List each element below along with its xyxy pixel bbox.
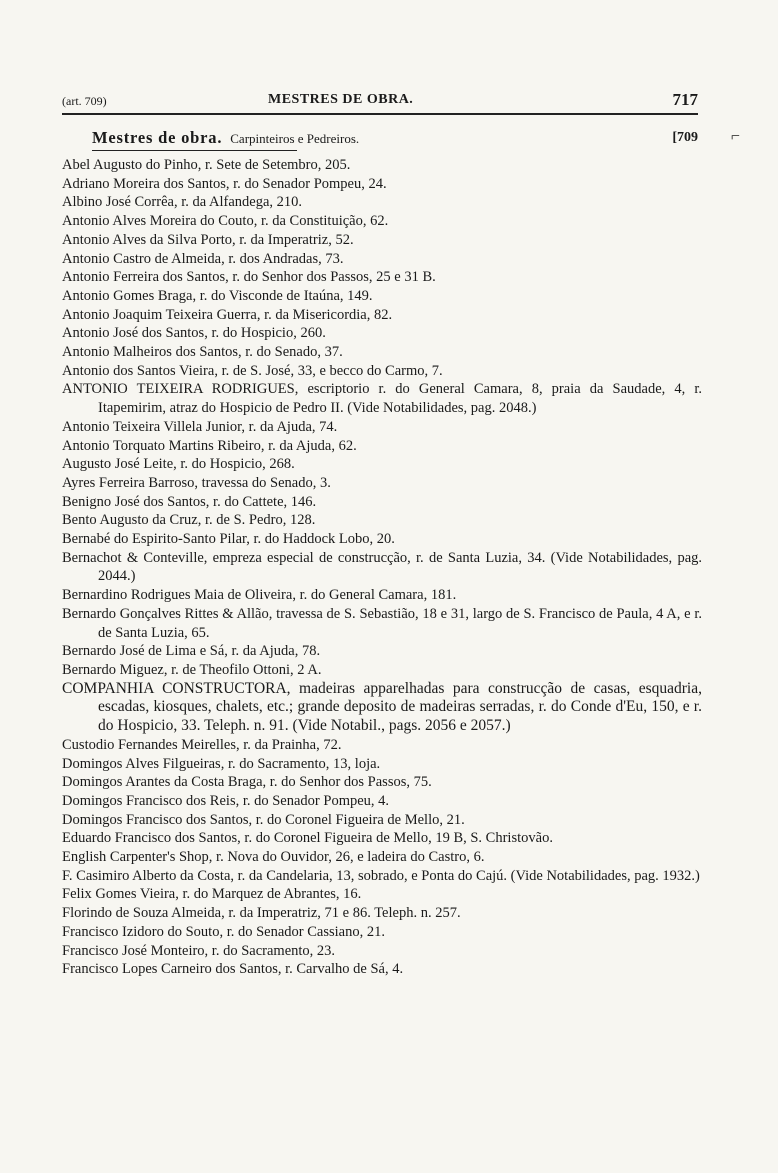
list-item: Domingos Arantes da Costa Braga, r. do Senhor dos Passos, 75.: [62, 774, 432, 791]
list-item: Eduardo Francisco dos Santos, r. do Coronel Figueira de Mello, 19 B, S. Christovão.: [62, 830, 553, 847]
list-item: Adriano Moreira dos Santos, r. do Senador Pompeu, 24.: [62, 175, 387, 192]
list-item: Abel Augusto do Pinho, r. Sete de Setembro, 205.: [62, 157, 351, 173]
list-item: English Carpenter's Shop, r. Nova do Ouvidor, 26, e ladeira do Castro, 6.: [62, 849, 485, 866]
header-article-ref: (art. 709): [62, 94, 107, 108]
header-title: MESTRES DE OBRA.: [268, 92, 414, 107]
list-item: Francisco Lopes Carneiro dos Santos, r. Carvalho de Sá, 4.: [62, 961, 404, 978]
list-item: Francisco José Monteiro, r. do Sacramento, 23.: [62, 942, 336, 959]
list-item: Bernardo José de Lima e Sá, r. da Ajuda, 78.: [62, 643, 321, 660]
margin-mark: ⌐: [731, 128, 741, 145]
list-item: Albino José Corrêa, r. da Alfandega, 210.: [62, 194, 303, 211]
list-item: Antonio Joaquim Teixeira Guerra, r. da Misericordia, 82.: [62, 306, 393, 323]
list-item: Antonio Malheiros dos Santos, r. do Senado, 37.: [62, 344, 343, 361]
list-item: Bernardo Miguez, r. de Theofilo Ottoni, 2 A.: [62, 661, 322, 678]
list-item: Bernabé do Espirito-Santo Pilar, r. do Haddock Lobo, 20.: [62, 531, 395, 548]
list-item: F. Casimiro Alberto da Costa, r. da Candelaria, 13, sobrado, e Ponta do Cajú. (Vide Notabilidades, pag. 1932.): [62, 867, 700, 884]
list-item: Antonio Castro de Almeida, r. dos Andradas, 73.: [62, 250, 344, 267]
list-item: Antonio Alves da Silva Porto, r. da Imperatriz, 52.: [62, 231, 354, 248]
header-rule: [62, 113, 698, 115]
list-item: Felix Gomes Vieira, r. do Marquez de Abrantes, 16.: [62, 886, 362, 903]
page-number: 717: [672, 90, 698, 109]
list-item: Antonio Alves Moreira do Couto, r. da Constituição, 62.: [62, 213, 389, 230]
running-head: [62, 90, 698, 112]
list-item: Domingos Alves Filgueiras, r. do Sacramento, 13, loja.: [62, 755, 381, 772]
list-item: Francisco Izidoro do Souto, r. do Senador Cassiano, 21.: [62, 923, 385, 940]
list-item: Benigno José dos Santos, r. do Cattete, 146.: [62, 493, 317, 510]
list-item: Antonio Teixeira Villela Junior, r. da Ajuda, 74.: [62, 418, 338, 435]
list-item: Custodio Fernandes Meirelles, r. da Prainha, 72.: [62, 736, 342, 753]
entry-list: [62, 156, 702, 979]
list-item: ANTONIO TEIXEIRA RODRIGUES, escriptorio r. do General Camara, 8, praia da Saudade, 4, r. Itapemirim, atraz do Hospicio de Pedro II. (Vide Notabilidades, pag. 2048.): [62, 381, 702, 417]
section-heading: [92, 128, 698, 152]
list-item: Antonio Gomes Braga, r. do Visconde de Itaúna, 149.: [62, 287, 373, 304]
list-item: Antonio Ferreira dos Santos, r. do Senhor dos Passos, 25 e 31 B.: [62, 269, 436, 286]
section-title: Mestres de obra.: [92, 128, 223, 147]
article-number: [709: [672, 130, 698, 145]
list-item: Ayres Ferreira Barroso, travessa do Senado, 3.: [62, 474, 331, 491]
list-item: Domingos Francisco dos Santos, r. do Coronel Figueira de Mello, 21.: [62, 811, 465, 828]
section-title-underline: [92, 150, 297, 151]
section-subtitle: Carpinteiros e Pedreiros.: [230, 131, 360, 146]
list-item: Bento Augusto da Cruz, r. de S. Pedro, 128.: [62, 512, 316, 529]
list-item: COMPANHIA CONSTRUCTORA, madeiras apparelhadas para construcção de casas, esquadria, escadas, kiosques, chalets, etc.; grande deposito de madeiras serradas, r. do Conde d'Eu, 150, e r. do Hospicio, 33. Teleph. n. 91. (Vide Notabil., pags. 2056 e 2057.): [62, 679, 702, 735]
list-item: Antonio José dos Santos, r. do Hospicio, 260.: [62, 325, 326, 342]
list-item: Antonio Torquato Martins Ribeiro, r. da Ajuda, 62.: [62, 437, 357, 454]
list-item: Domingos Francisco dos Reis, r. do Senador Pompeu, 4.: [62, 792, 390, 809]
list-item: Florindo de Souza Almeida, r. da Imperatriz, 71 e 86. Teleph. n. 257.: [62, 905, 461, 922]
list-item: Bernardo Gonçalves Rittes & Allão, travessa de S. Sebastião, 18 e 31, largo de S. Francisco de Paula, 4 A, e r. de Santa Luzia, 65.: [62, 605, 702, 641]
list-item: Bernardino Rodrigues Maia de Oliveira, r. do General Camara, 181.: [62, 587, 457, 604]
list-item: Antonio dos Santos Vieira, r. de S. José, 33, e becco do Carmo, 7.: [62, 362, 443, 379]
list-item: Bernachot & Conteville, empreza especial de construcção, r. de Santa Luzia, 34. (Vide Notabilidades, pag. 2044.): [62, 549, 702, 585]
list-item: Augusto José Leite, r. do Hospicio, 268.: [62, 456, 295, 473]
